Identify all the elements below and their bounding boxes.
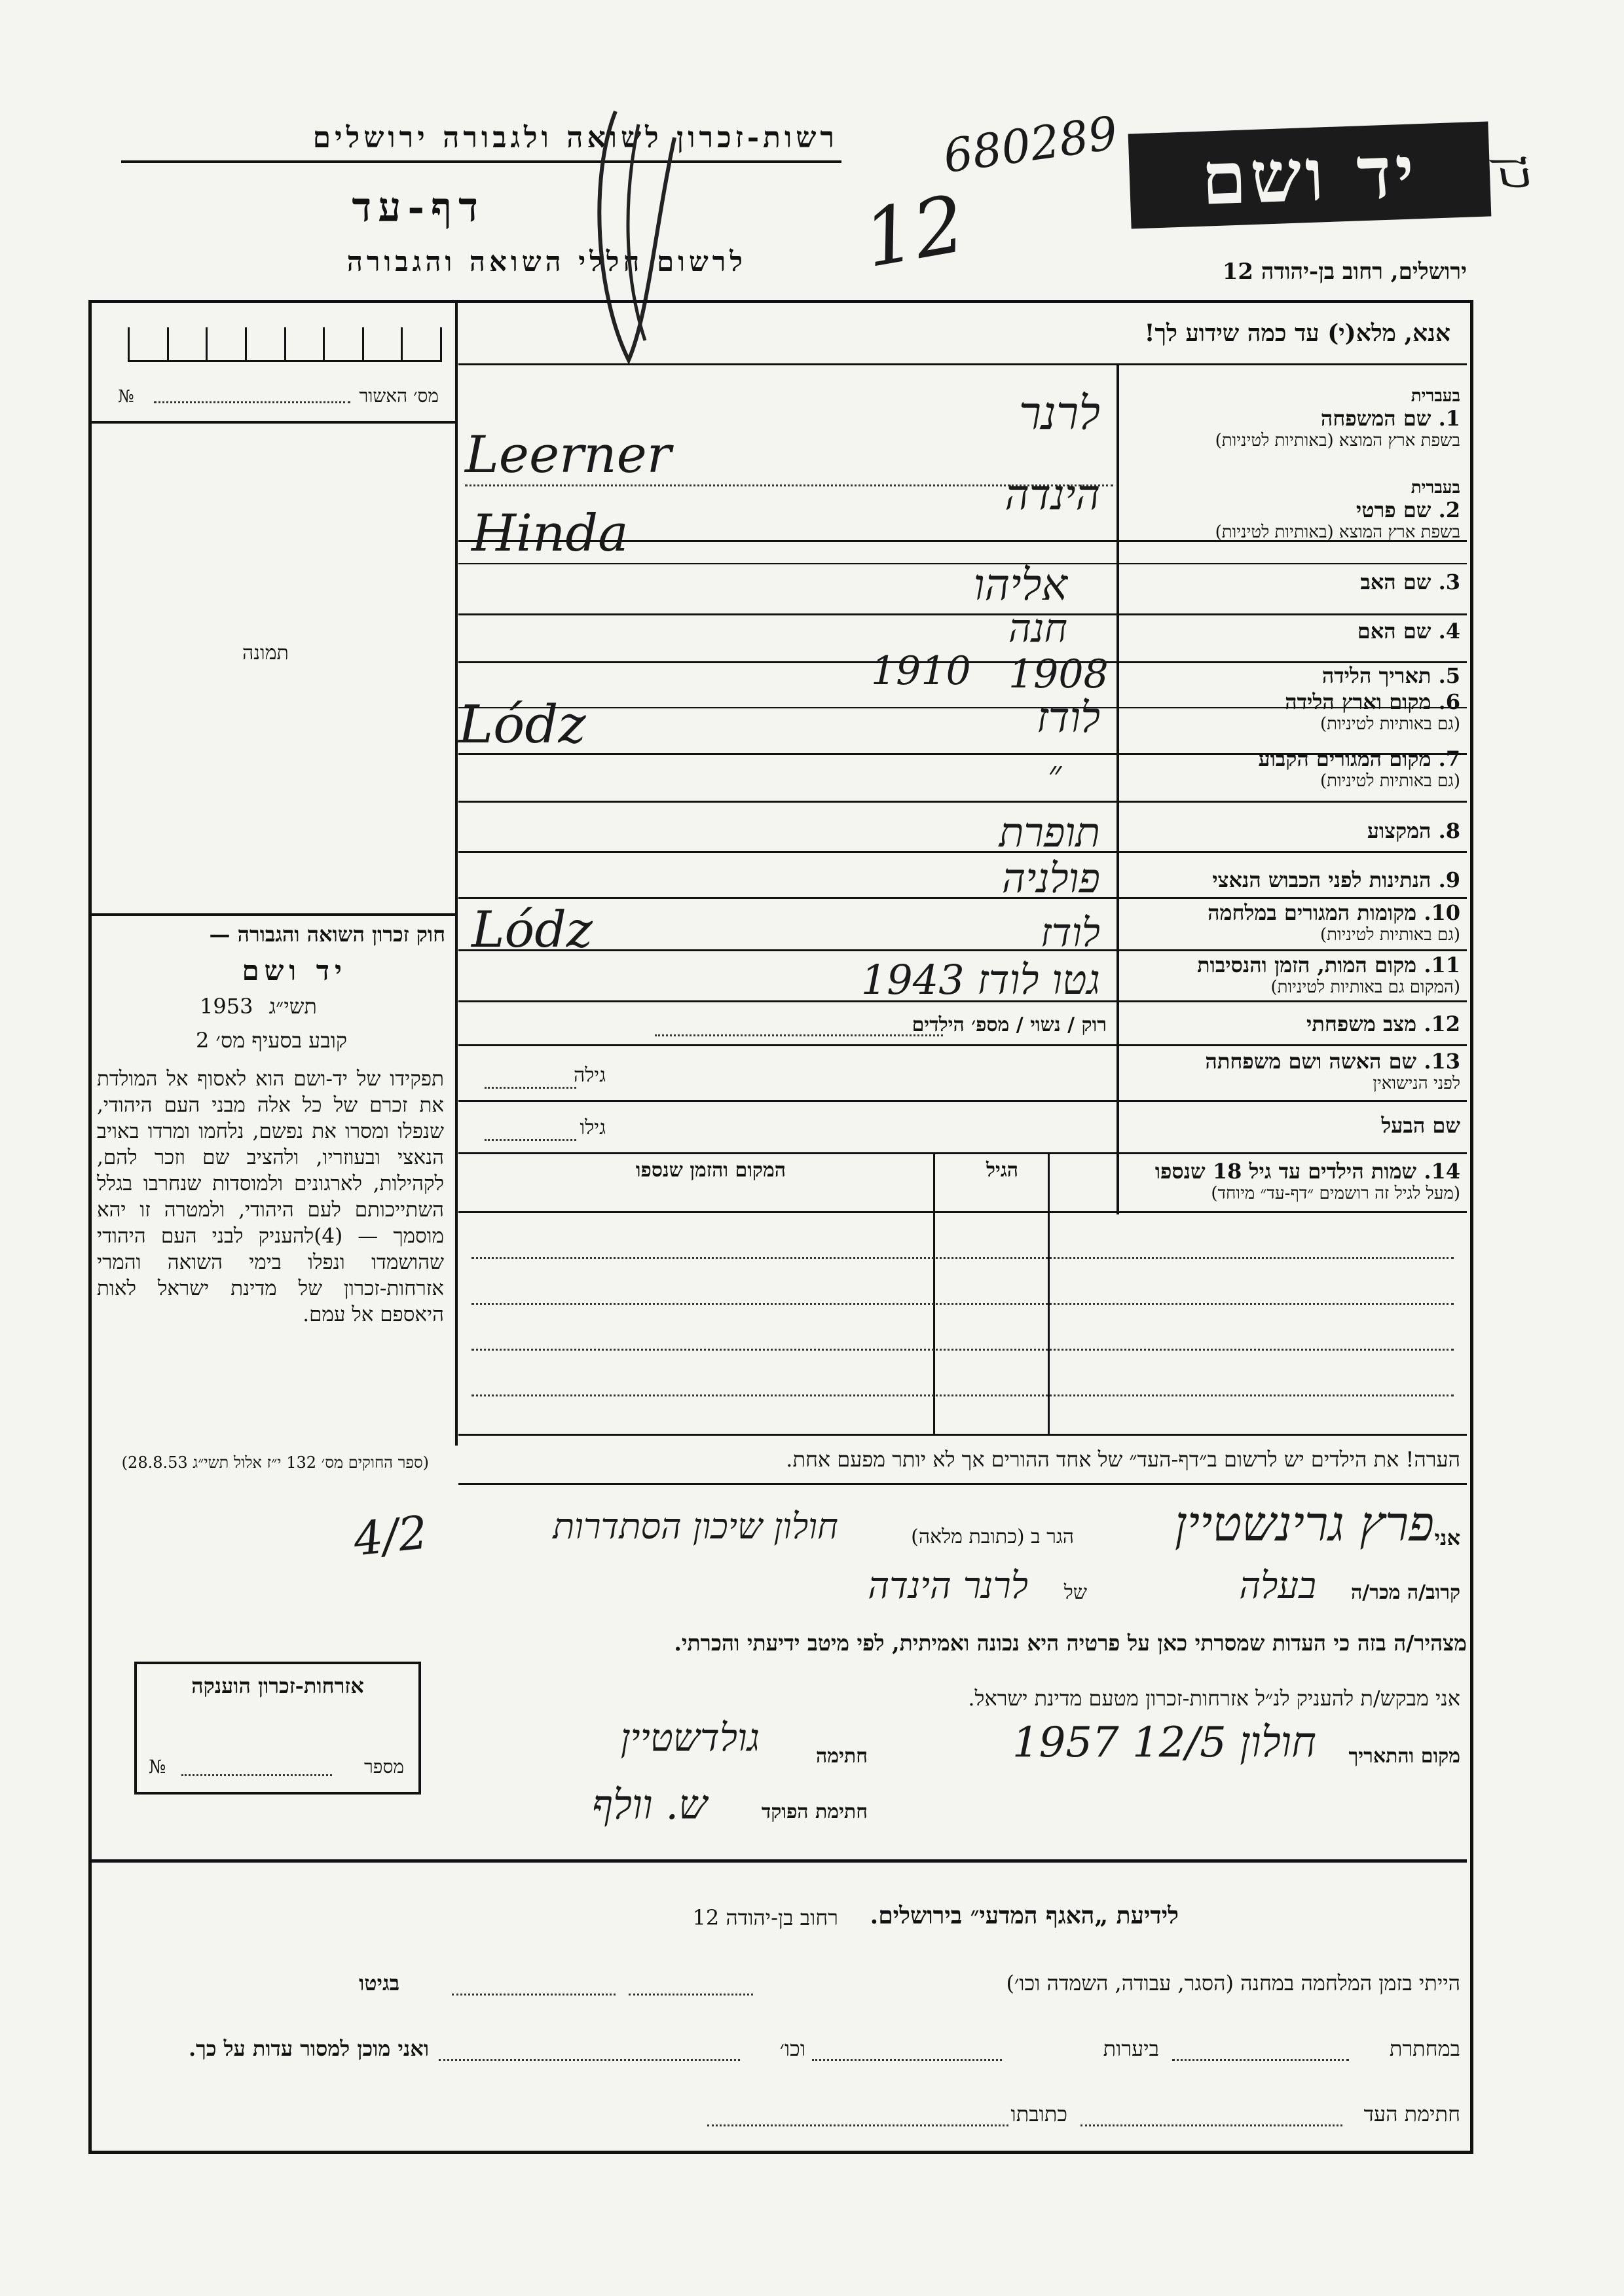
- of-value[interactable]: לרנר הינדה: [868, 1565, 1028, 1607]
- field-2-label: שם פרטי: [1356, 498, 1431, 522]
- of-label: של: [1063, 1581, 1087, 1604]
- citizenship-box-title: אזרחות-זכרון הוענקה: [191, 1673, 364, 1698]
- footer-ready: ואני מוכן למסור עדות על כך.: [188, 2036, 429, 2061]
- yad-vashem-logo: [1128, 121, 1492, 228]
- relation-value[interactable]: בעלה: [1239, 1565, 1316, 1607]
- code-ticks: [128, 327, 442, 362]
- death-place-date[interactable]: גטו לודז 1943: [860, 956, 1100, 1004]
- hw-corner-mark: כן: [1487, 149, 1548, 194]
- field-11: 11. מקום המות, הזמן והנסיבות (המקום גם באותיות לטיניות): [1197, 953, 1460, 997]
- field-14: 14. שמות הילדים עד גיל 18 שנספו (מעל לגיל זה רושמים ״דף-עד״ מיוחד): [1154, 1159, 1460, 1203]
- declarant-address-number[interactable]: 4/2: [351, 1505, 430, 1567]
- field-7: 7. מקום המגורים הקבוע (גם באותיות לטיניות): [1258, 746, 1460, 791]
- law-year-he: תשי״ג: [268, 994, 317, 1019]
- field-2-tag-he: בעברית: [1411, 478, 1460, 498]
- subtitle: לרשום חללי השואה והגבורה: [346, 246, 747, 278]
- declarant-name[interactable]: פרץ גרינשטיין: [1174, 1496, 1434, 1552]
- photo-label: תמונה: [242, 642, 289, 665]
- addr-label: הגר ב (כתובת מלאה): [911, 1525, 1074, 1548]
- org-title: רשות-זכרון לשואה ולגבורה ירושלים: [312, 121, 838, 155]
- surname-latin[interactable]: Leerner: [465, 426, 672, 484]
- wartime-place-hebrew[interactable]: לודז: [1040, 910, 1100, 956]
- footer-witness-sig: חתימת העד: [1363, 2102, 1460, 2126]
- footer-line1: הייתי בזמן המלחמה במחנה (הסגר, עבודה, השמדה וכו׳): [1006, 1971, 1460, 1995]
- field-9-label: 9. הנתינות לפני הכבוש הנאצי: [1212, 867, 1460, 892]
- hw-record-number: 680289: [940, 105, 1121, 184]
- request-citizenship: אני מבקש/ת להעניק לנ״ל אזרחות-זכרון מטעם מדינת ישראל.: [968, 1686, 1460, 1711]
- declarant-address[interactable]: חולון שיכון הסתדרות: [553, 1506, 838, 1547]
- field-2-sub: בשפת ארץ המוצא (באותיות לטיניות): [1215, 522, 1460, 542]
- footer-etc: וכו׳: [779, 2036, 805, 2061]
- place-date-value[interactable]: חולון 12/5 1957: [1012, 1719, 1316, 1767]
- field-3-label: 3. שם האב: [1360, 570, 1460, 594]
- wife-age-label: גילה: [573, 1064, 606, 1087]
- marital-status-options: רוק / נשוי / מספ׳ הילדים: [912, 1013, 1107, 1036]
- footer-title: לידיעת „האגף המדעי״ בירושלים.: [870, 1902, 1179, 1929]
- first-name-latin[interactable]: Hinda: [471, 504, 629, 563]
- field-2-num: 2.: [1438, 498, 1460, 522]
- citizenship-no-sign: №: [149, 1756, 166, 1777]
- approval-label: מס׳ האשור: [359, 385, 439, 407]
- citizenship[interactable]: פולניה: [1001, 854, 1100, 902]
- signature-label: חתימה: [816, 1745, 868, 1768]
- field-1-tag-he: בעברית: [1411, 386, 1460, 406]
- signature-value[interactable]: גולדשטיין: [620, 1715, 760, 1760]
- children-row[interactable]: [471, 1349, 1454, 1351]
- logo-text: יד ושם: [1200, 128, 1420, 221]
- field-6: 6. מקום וארץ הלידה (גם באותיות לטיניות): [1285, 689, 1460, 734]
- first-name-hebrew[interactable]: הינדה: [1005, 471, 1100, 520]
- request-line: אנא, מלא(י) עד כמה שידוע לך!: [1144, 319, 1450, 347]
- footer-underground: במחתרת: [1389, 2036, 1460, 2061]
- footer-ghetto: בגיטו: [359, 1971, 399, 1995]
- children-row[interactable]: [471, 1394, 1454, 1396]
- approval-no-sign: №: [118, 387, 134, 407]
- birth-place-latin[interactable]: Lódz: [458, 694, 586, 755]
- footer-address: רחוב בן-יהודה 12: [692, 1905, 838, 1930]
- husband-age-label: גילו: [580, 1116, 606, 1139]
- surname-hebrew[interactable]: לרנר: [1018, 386, 1100, 440]
- field-1-num: 1.: [1438, 406, 1460, 431]
- law-name: יד ושם: [242, 955, 347, 987]
- law-title: חוק זכרון השואה והגבורה —: [209, 922, 445, 947]
- law-year: 1953: [200, 994, 253, 1019]
- mother-name[interactable]: חנה: [1008, 606, 1067, 651]
- field-10: 10. מקומות המגורים במלחמה (גם באותיות לטיניות): [1208, 900, 1460, 945]
- law-body: תפקידו של יד-ושם הוא לאסוף אל המולדת את זכרם של כל אלה מבני העם היהודי, שנפלו ומסרו את נפשם, נלחמו ומרדו באויב הנאצי ובעוזריו, ולהציב שם וזכר להם, לקהילות, לארגונים ולמוסדות שנחרבו בגלל השתייכותם לעם היהודי, ולמטרה זו יהא מוסמך — (4)להעניק לבני העם היהודי שהושמדו ונפלו בימי השואה והמרי אזרחות-זכרון של מדינת ישראל לאות היאספם אל עמם.: [97, 1067, 444, 1326]
- citizenship-box: [134, 1662, 421, 1795]
- wartime-place-latin[interactable]: Lódz: [471, 900, 593, 958]
- birth-place-hebrew[interactable]: לודז: [1036, 694, 1100, 742]
- field-2: [1120, 478, 1460, 542]
- hw-big-number: 12: [857, 178, 972, 286]
- place-date-label: מקום והתאריך: [1348, 1745, 1460, 1768]
- law-clause: קובע בסעיף מס׳ 2: [196, 1028, 347, 1053]
- field-5-label: 5. תאריך הלידה: [1321, 663, 1460, 688]
- field-12-label: 12. מצב משפחתי: [1306, 1011, 1460, 1036]
- form-name: דף-עד: [352, 183, 485, 231]
- field-8-label: 8. המקצוע: [1367, 818, 1460, 843]
- birth-date-a[interactable]: 1908: [1008, 651, 1109, 697]
- field-4-label: 4. שם האם: [1357, 619, 1460, 644]
- children-col-age: הגיל: [986, 1159, 1018, 1182]
- children-col-place: המקום והזמן שנספו: [635, 1159, 786, 1182]
- relation-label: קרוב/ה מכר/ה: [1351, 1581, 1460, 1604]
- footer-forests: ביערות: [1103, 2036, 1159, 2061]
- officer-label: חתימת הפוקד: [761, 1800, 868, 1823]
- footer-address-label: כתובתו: [1010, 2102, 1067, 2126]
- field-13: 13. שם האשה ושם משפחתה לפני הנישואין: [1205, 1049, 1460, 1093]
- decl-ani: אני: [1434, 1525, 1460, 1550]
- father-name[interactable]: אליהו: [973, 560, 1067, 610]
- permanent-residence[interactable]: ״: [1048, 753, 1062, 795]
- field-1-sub: בשפת ארץ המוצא (באותיות לטיניות): [1215, 431, 1460, 450]
- statement: מצהיר/ה בזה כי העדות שמסרתי כאן על פרטיה היא נכונה ואמיתית, לפי מיטב ידיעתי והכרתי.: [674, 1630, 1467, 1656]
- note-line: הערה! את הילדים יש לרשום ב״דף-העד״ של אחד ההורים אך לא יותר מפעם אחת.: [786, 1447, 1460, 1472]
- birth-date-b[interactable]: 1910: [871, 648, 971, 694]
- officer-signature[interactable]: ש. וולף: [591, 1781, 707, 1829]
- field-1: [1120, 386, 1460, 450]
- occupation[interactable]: תופרת: [999, 809, 1100, 856]
- children-row[interactable]: [471, 1257, 1454, 1259]
- field-1-label: שם המשפחה: [1320, 406, 1431, 431]
- husband-label: שם הבעל: [1381, 1113, 1460, 1138]
- address: ירושלים, רחוב בן-יהודה 12: [1222, 259, 1467, 285]
- law-ref: (ספר החוקים מס׳ 132 י״ז אלול תשי״ג 28.8.53): [121, 1453, 429, 1472]
- citizenship-number-label: מספר: [364, 1756, 404, 1777]
- children-row[interactable]: [471, 1303, 1454, 1305]
